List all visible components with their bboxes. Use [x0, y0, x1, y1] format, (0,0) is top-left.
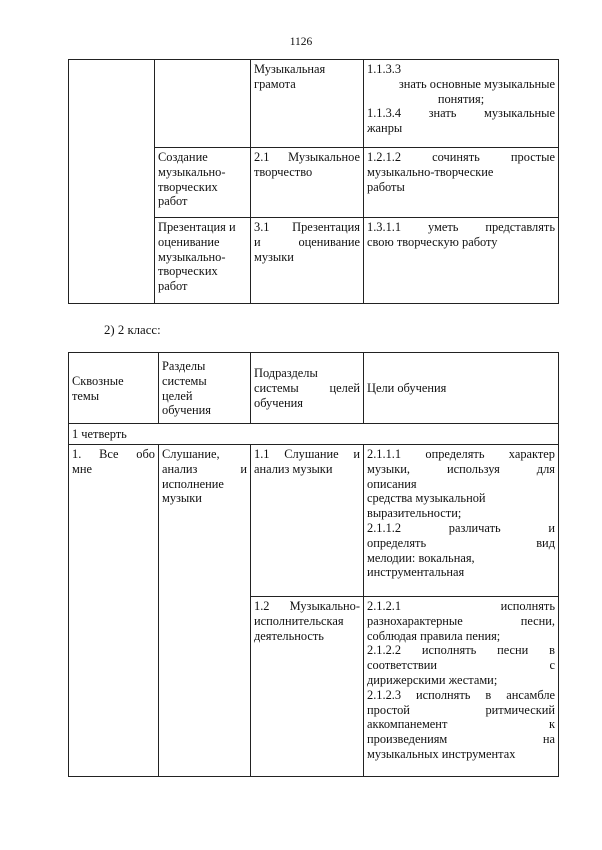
table-row	[69, 445, 559, 597]
cell-line: Разделы	[162, 358, 206, 373]
cell-line: системы	[162, 373, 207, 388]
cell-line: исполнительская	[254, 613, 344, 628]
cell-line: 1. Все обо	[72, 447, 155, 461]
cell-line: Слушание,	[162, 447, 220, 461]
quarter-row	[69, 424, 559, 445]
cell-line: музыкально-	[158, 249, 226, 264]
subsection-cell	[251, 597, 364, 777]
cell-line: мелодии: вокальная,	[367, 550, 475, 565]
cell-line: оценивание	[158, 234, 220, 249]
cell-line: средства музыкальной	[367, 491, 486, 506]
goals-cell	[364, 60, 559, 148]
cell-line: музыкальных инструментах	[367, 746, 516, 761]
cell-line: 2.1.1.1 определять характер	[367, 447, 555, 461]
cell-line: Создание	[158, 150, 208, 164]
cell-line: выразительности;	[367, 506, 462, 521]
goals-table-grade1	[68, 59, 559, 304]
cell-line: темы	[72, 388, 100, 403]
cell-line: творческих	[158, 179, 218, 194]
goals-cell	[364, 445, 559, 597]
subsection-cell	[251, 148, 364, 218]
cell-line: грамота	[254, 76, 296, 91]
cell-line: разнохарактерные песни,	[367, 613, 555, 628]
cell-line: описания	[367, 476, 417, 491]
table-header-row	[69, 353, 559, 424]
header-subsections	[251, 353, 364, 424]
cell-line: Музыкальная	[254, 62, 326, 76]
cell-line: произведениям на	[367, 732, 555, 747]
cell-line: Презентация и	[158, 220, 236, 234]
cell-line: анализ музыки	[254, 461, 333, 476]
header-learning-goals: Цели обучения	[364, 353, 559, 424]
cell-line: работы	[367, 179, 405, 194]
goals-table-grade2	[68, 352, 559, 777]
cell-line: 1.1 Слушание и	[254, 447, 360, 461]
cell-line: 1.1.3.4 знать музыкальные	[367, 106, 555, 121]
cell-line: 1.2 Музыкально-	[254, 599, 360, 613]
cell-line: обучения	[162, 403, 211, 418]
header-sections	[159, 353, 251, 424]
cell-line: работ	[158, 279, 188, 294]
cell-line: музыкально-творческие	[367, 164, 494, 179]
cell-line: соответствии с	[367, 658, 555, 673]
cell-line: 1.1.3.3	[367, 62, 402, 76]
page-number: 1126	[289, 36, 313, 48]
goals-cell	[364, 148, 559, 218]
cell-line: соблюдая правила пения;	[367, 628, 501, 643]
subsection-cell	[251, 218, 364, 304]
cell-line: музыки	[162, 491, 202, 506]
cell-line: 1.2.1.2 сочинять простые	[367, 150, 555, 164]
cell-line: мне	[72, 461, 92, 476]
cell-line: аккомпанемент к	[367, 717, 555, 732]
section-cell	[159, 445, 251, 777]
cell-line: творчество	[254, 164, 313, 179]
cell-line: свою творческую работу	[367, 234, 498, 249]
cell-line: деятельность	[254, 628, 324, 643]
goals-cell	[364, 597, 559, 777]
cell-line: Сквозные	[72, 373, 124, 388]
cell-line: 2.1.2.1 исполнять	[367, 599, 555, 613]
subsection-cell	[251, 445, 364, 597]
cell-line: 1.3.1.1 уметь представлять	[367, 220, 555, 234]
cell-line: обучения	[254, 395, 303, 410]
cell-line: Подразделы	[254, 366, 318, 381]
cell-line: музыки, используя для	[367, 461, 555, 476]
cell-line: творческих	[158, 264, 218, 279]
goals-cell	[364, 218, 559, 304]
cell-line: знать основные музыкальные	[398, 76, 555, 91]
cell-line: 2.1.2.3 исполнять в ансамбле	[367, 687, 555, 702]
cell-line: жанры	[367, 121, 403, 136]
cell-line: и оценивание	[254, 234, 360, 249]
cell-line: простой ритмический	[367, 702, 555, 717]
section-cell	[155, 60, 251, 148]
cell-line: исполнение	[162, 476, 224, 491]
cell-line: 3.1 Презентация	[254, 220, 360, 234]
cell-line: 2.1.2.2 исполнять песни в	[367, 643, 555, 658]
cell-line: музыкально-	[158, 164, 226, 179]
quarter-cell: 1 четверть	[69, 424, 559, 445]
cell-line: 2.1.1.2 различать и	[367, 520, 555, 535]
cell-line: 2.1 Музыкальное	[254, 150, 360, 164]
header-cross-cutting-themes	[69, 353, 159, 424]
cell-line: определять вид	[367, 535, 555, 550]
theme-cell	[69, 445, 159, 777]
theme-cell	[69, 60, 155, 304]
cell-line: системы целей	[254, 381, 360, 396]
cell-line: работ	[158, 194, 188, 209]
cell-line: дирижерскими жестами;	[367, 672, 498, 687]
cell-line: анализ и	[162, 461, 247, 476]
cell-line: инструментальная	[367, 565, 465, 580]
subsection-cell	[251, 60, 364, 148]
grade-2-heading: 2) 2 класс:	[104, 323, 161, 337]
table-row	[69, 60, 559, 148]
cell-line: музыки	[254, 249, 294, 264]
section-cell	[155, 218, 251, 304]
cell-line: понятия;	[437, 91, 485, 106]
cell-line: целей	[162, 388, 193, 403]
section-cell	[155, 148, 251, 218]
